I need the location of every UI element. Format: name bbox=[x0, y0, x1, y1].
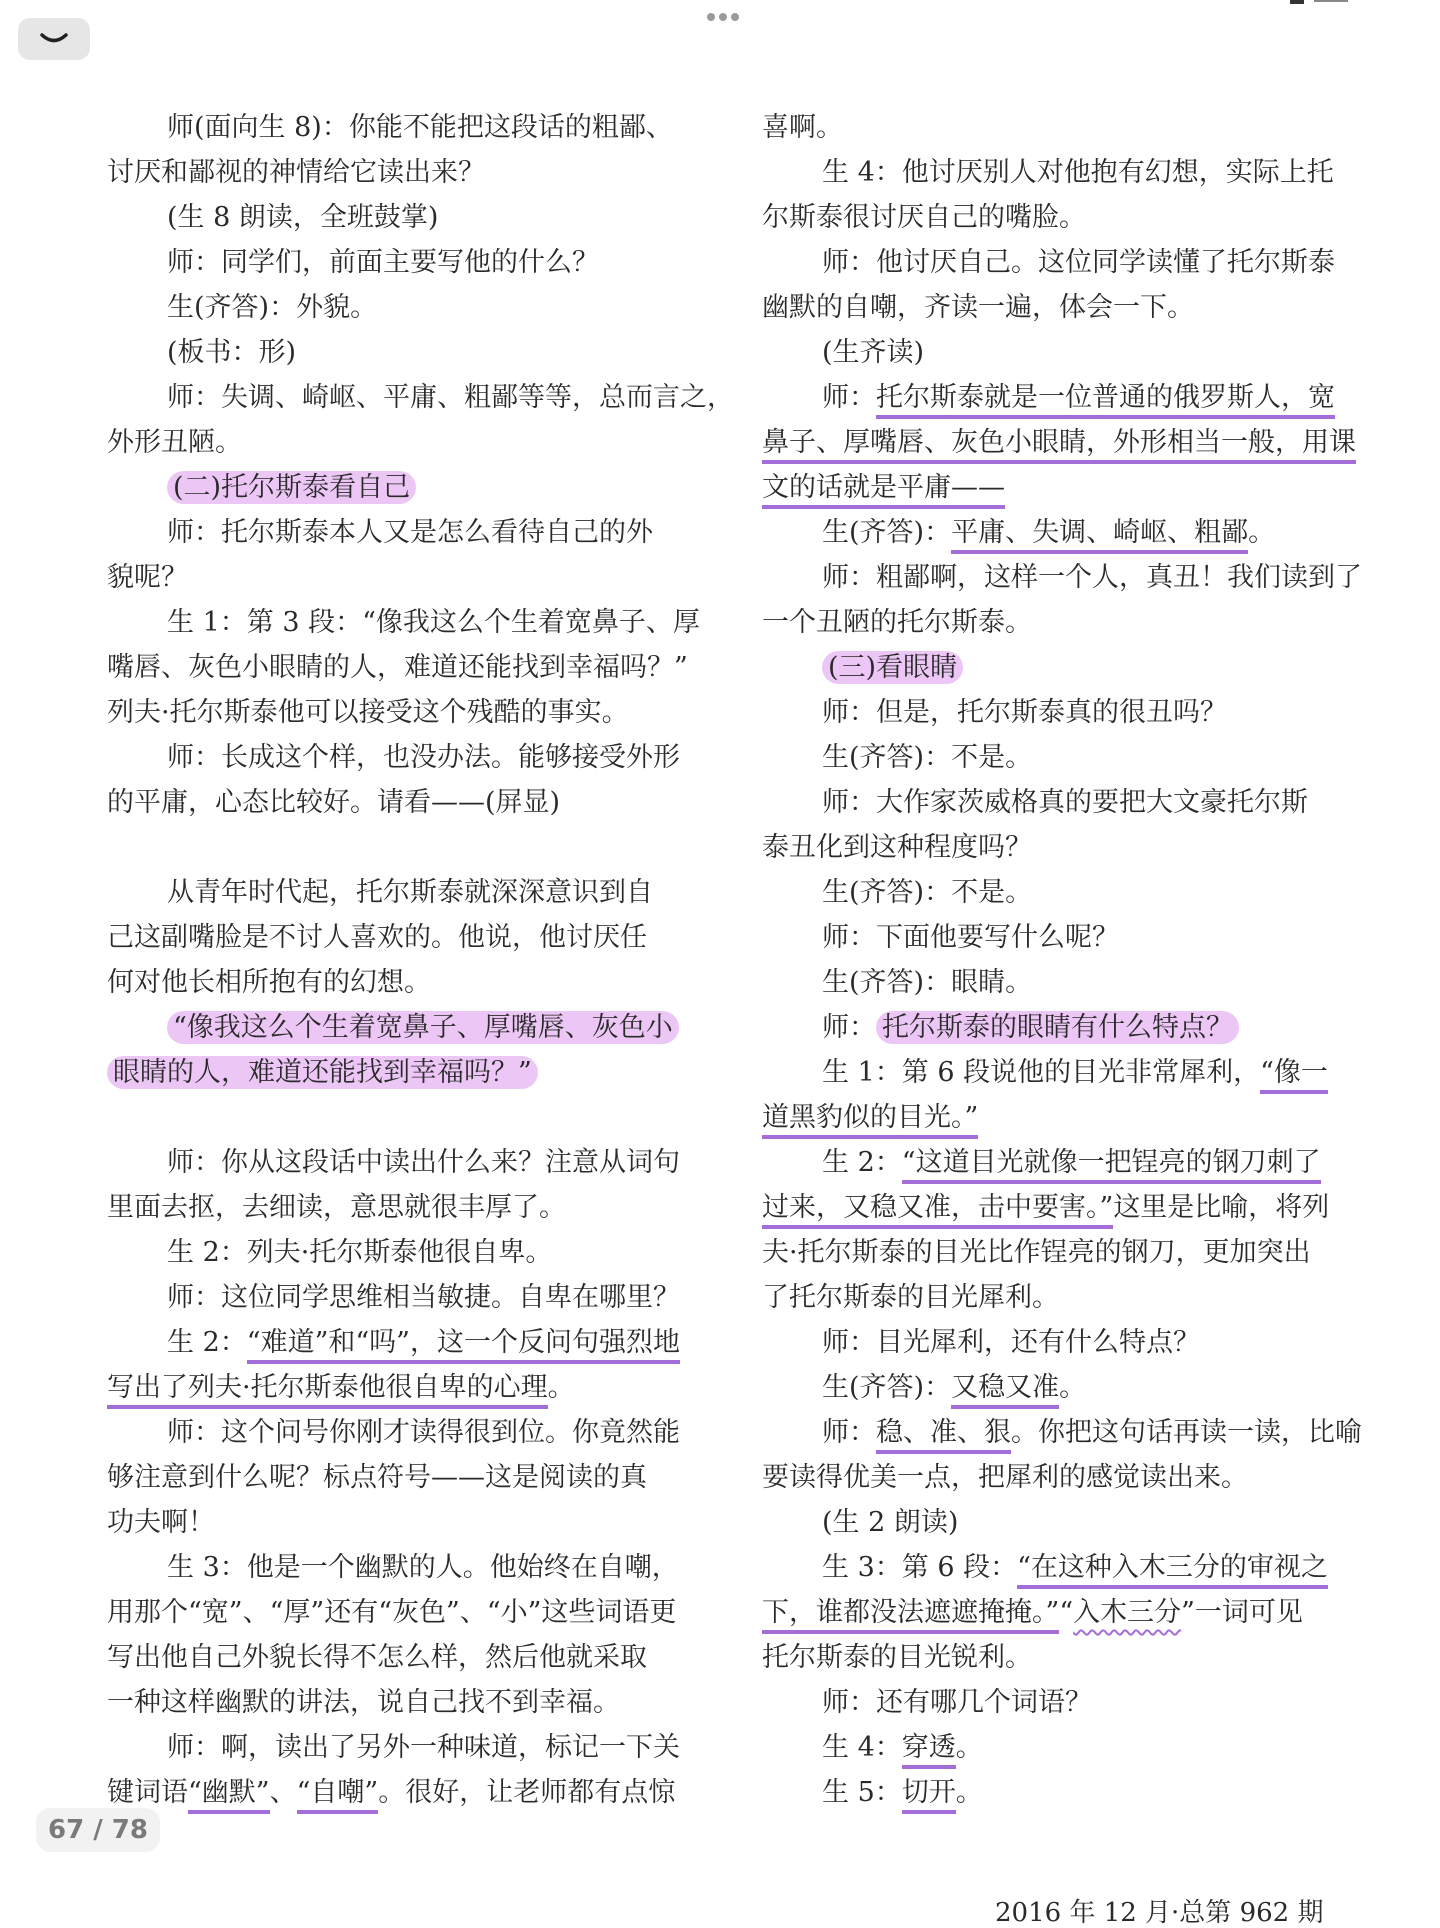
text-line: 一个丑陋的托尔斯泰。 bbox=[762, 607, 1032, 638]
underline: “这道目光就像一把锃亮的钢刀刺了 bbox=[902, 1147, 1321, 1184]
text-line bbox=[107, 1770, 701, 1815]
text-line: 喜啊。 bbox=[762, 112, 843, 143]
section-heading bbox=[762, 645, 1356, 690]
text-line: 师：大作家茨威格真的要把大文豪托尔斯 bbox=[822, 787, 1308, 818]
underline: 稳、准、狠 bbox=[876, 1417, 1011, 1454]
text-span: 生 5： bbox=[822, 1777, 902, 1808]
collapse-button[interactable] bbox=[18, 18, 90, 60]
text-line: 师：这个问号你刚才读得很到位。你竟然能 bbox=[167, 1417, 680, 1448]
text-span: 生 2： bbox=[167, 1327, 247, 1358]
right-column bbox=[762, 105, 1362, 1815]
text-line bbox=[762, 1590, 1356, 1635]
text-line: 师：你从这段话中读出什么来？注意从词句 bbox=[167, 1147, 680, 1178]
underline: 又稳又准 bbox=[951, 1372, 1059, 1409]
text-line bbox=[762, 1095, 1356, 1140]
text-line: 师：失调、崎岖、平庸、粗鄙等等，总而言之， bbox=[167, 382, 734, 413]
text-line: 师：目光犀利，还有什么特点？ bbox=[822, 1327, 1200, 1358]
underline: 托尔斯泰就是一位普通的俄罗斯人，宽 bbox=[876, 382, 1335, 419]
highlight: “像我这么个生着宽鼻子、厚嘴唇、灰色小 bbox=[167, 1011, 679, 1044]
underline: 道黑豹似的目光。” bbox=[762, 1102, 978, 1139]
text-span: 生 3：第 6 段： bbox=[822, 1552, 1018, 1583]
underline: “难道”和“吗”，这一个反问句强烈地 bbox=[247, 1327, 680, 1364]
text-line: 讨厌和鄙视的神情给它读出来？ bbox=[107, 157, 485, 188]
highlight: (二)托尔斯泰看自己 bbox=[167, 471, 416, 504]
quote-line bbox=[107, 1005, 701, 1050]
spacer bbox=[107, 1095, 701, 1140]
text-line: 功夫啊！ bbox=[107, 1507, 215, 1538]
text-span: 生 1：第 6 段说他的目光非常犀利， bbox=[822, 1057, 1261, 1088]
text-line: 尔斯泰很讨厌自己的嘴脸。 bbox=[762, 202, 1086, 233]
text-line bbox=[762, 375, 1356, 420]
text-line: 师：同学们，前面主要写他的什么？ bbox=[167, 247, 599, 278]
text-line: 的平庸，心态比较好。请看——(屏显) bbox=[107, 787, 561, 818]
text-line: 写出他自己外貌长得不怎么样，然后他就采取 bbox=[107, 1642, 647, 1673]
wavy-underline: 入木三分 bbox=[1073, 1597, 1182, 1628]
text-span: 。很好，让老师都有点惊 bbox=[378, 1777, 676, 1808]
text-line: (生齐读) bbox=[822, 337, 925, 368]
section-heading bbox=[107, 465, 701, 510]
text-line: 师：下面他要写什么呢？ bbox=[822, 922, 1119, 953]
text-line bbox=[762, 1050, 1356, 1095]
highlight: 眼睛的人，难道还能找到幸福吗？” bbox=[107, 1056, 538, 1089]
text-line: 师：他讨厌自己。这位同学读懂了托尔斯泰 bbox=[822, 247, 1335, 278]
text-line: 师：还有哪几个词语？ bbox=[822, 1687, 1092, 1718]
text-line: 生(齐答)：眼睛。 bbox=[822, 967, 1033, 998]
text-line: 生 4：穿透。 bbox=[762, 1725, 1356, 1770]
page-indicator: 67 / 78 bbox=[36, 1808, 160, 1852]
text-line: 泰丑化到这种程度吗？ bbox=[762, 832, 1032, 863]
text-line: 用那个“宽”、“厚”还有“灰色”、“小”这些词语更 bbox=[107, 1597, 677, 1628]
underline: 鼻子、厚嘴唇、灰色小眼睛，外形相当一般，用课 bbox=[762, 427, 1356, 464]
text-line: 生(齐答)：不是。 bbox=[822, 742, 1033, 773]
text-line bbox=[762, 1140, 1356, 1185]
text-line: 够注意到什么呢？标点符号——这是阅读的真 bbox=[107, 1462, 647, 1493]
text-line: 嘴唇、灰色小眼睛的人，难道还能找到幸福吗？” bbox=[107, 652, 688, 683]
text-line: 夫·托尔斯泰的目光比作锃亮的钢刀，更加突出 bbox=[762, 1237, 1311, 1268]
text-line: 师(面向生 8)：你能不能把这段话的粗鄙、 bbox=[167, 112, 673, 143]
text-line: 幽默的自嘲，齐读一遍，体会一下。 bbox=[762, 292, 1194, 323]
more-dots-icon[interactable] bbox=[706, 12, 740, 22]
text-line bbox=[762, 1185, 1356, 1230]
text-line bbox=[762, 420, 1356, 465]
text-line: 生 2：列夫·托尔斯泰他很自卑。 bbox=[167, 1237, 553, 1268]
text-line: (生 8 朗读，全班鼓掌) bbox=[167, 202, 439, 233]
underline: 切开 bbox=[902, 1777, 956, 1814]
highlight: 托尔斯泰的眼睛有什么特点？ bbox=[876, 1011, 1239, 1044]
text-span: ”一词可见 bbox=[1181, 1597, 1303, 1628]
underline: “幽默” bbox=[188, 1777, 270, 1814]
text-span: 生 4： bbox=[822, 1732, 902, 1763]
text-span: 这里是比喻，将列 bbox=[1113, 1192, 1330, 1223]
text-line: 生 4：他讨厌别人对他抱有幻想，实际上托 bbox=[822, 157, 1334, 188]
text-span: 师： bbox=[822, 382, 876, 413]
text-line: 生(齐答)：外貌。 bbox=[167, 292, 378, 323]
text-line: 生 3：他是一个幽默的人。他始终在自嘲， bbox=[167, 1552, 679, 1583]
text-span: 生 2： bbox=[822, 1147, 902, 1178]
text-line: 师： 托尔斯泰的眼睛有什么特点？ bbox=[762, 1005, 1356, 1050]
text-line bbox=[107, 1365, 701, 1410]
text-span: 。 bbox=[1248, 517, 1276, 548]
text-line: 师：粗鄙啊，这样一个人，真丑！我们读到了 bbox=[822, 562, 1362, 593]
underline: 平庸、失调、崎岖、粗鄙 bbox=[951, 517, 1248, 554]
text-line bbox=[762, 1545, 1356, 1590]
underline: “在这种入木三分的审视之 bbox=[1017, 1552, 1328, 1589]
text-span: 键词语 bbox=[107, 1777, 188, 1808]
left-column bbox=[107, 105, 734, 1815]
footer-issue: 2016 年 12 月·总第 962 期 bbox=[995, 1898, 1324, 1928]
text-line: 一种这样幽默的讲法，说自己找不到幸福。 bbox=[107, 1687, 620, 1718]
text-line bbox=[762, 510, 1356, 555]
text-line: 列夫·托尔斯泰他可以接受这个残酷的事实。 bbox=[107, 697, 629, 728]
underline: 穿透 bbox=[902, 1732, 956, 1769]
text-line: 师：这位同学思维相当敏捷。自卑在哪里？ bbox=[167, 1282, 680, 1313]
text-line: 了托尔斯泰的目光犀利。 bbox=[762, 1282, 1059, 1313]
text-line: 貌呢？ bbox=[107, 562, 188, 593]
text-span: 。 bbox=[547, 1372, 575, 1403]
underline: 过来，又稳又准，击中要害。” bbox=[762, 1192, 1113, 1229]
underline: “像一 bbox=[1260, 1057, 1328, 1094]
underline: 下，谁都没法遮遮掩掩。” bbox=[762, 1597, 1059, 1634]
text-span: 、 bbox=[269, 1777, 297, 1808]
page-header-mark bbox=[1290, 0, 1350, 4]
text-line: (生 2 朗读) bbox=[822, 1507, 959, 1538]
text-line: 里面去抠，去细读，意思就很丰厚了。 bbox=[107, 1192, 566, 1223]
underline: “自嘲” bbox=[297, 1777, 379, 1814]
text-line: 要读得优美一点，把犀利的感觉读出来。 bbox=[762, 1462, 1248, 1493]
text-line: (板书：形) bbox=[167, 337, 297, 368]
text-line bbox=[762, 465, 1356, 510]
highlight: (三)看眼睛 bbox=[822, 651, 963, 684]
text-line: 生(齐答)：又稳又准。 bbox=[762, 1365, 1356, 1410]
text-span: 生(齐答)： bbox=[822, 517, 952, 548]
text-line: 生(齐答)：不是。 bbox=[822, 877, 1033, 908]
text-line: 托尔斯泰的目光锐利。 bbox=[762, 1642, 1032, 1673]
spacer bbox=[107, 825, 701, 870]
quote-line: 何对他长相所抱有的幻想。 bbox=[107, 967, 431, 998]
text-line: 师：长成这个样，也没办法。能够接受外形 bbox=[167, 742, 680, 773]
text-line: 生 5：切开。 bbox=[762, 1770, 1356, 1815]
text-line: 外形丑陋。 bbox=[107, 427, 242, 458]
quote-line bbox=[107, 1050, 701, 1095]
text-line: 生 1：第 3 段：“像我这么个生着宽鼻子、厚 bbox=[167, 607, 700, 638]
underline: 写出了列夫·托尔斯泰他很自卑的心理 bbox=[107, 1372, 548, 1409]
text-line: 师：啊，读出了另外一种味道，标记一下关 bbox=[167, 1732, 680, 1763]
quote-line: 己这副嘴脸是不讨人喜欢的。他说，他讨厌任 bbox=[107, 922, 647, 953]
text-span: 。你把这句话再读一读，比喻 bbox=[1011, 1417, 1362, 1448]
text-line bbox=[107, 1320, 701, 1365]
text-line: 师：但是，托尔斯泰真的很丑吗？ bbox=[822, 697, 1227, 728]
underline: 文的话就是平庸—— bbox=[762, 472, 1005, 509]
text-span: “ bbox=[1059, 1597, 1074, 1628]
text-line: 师：稳、准、狠。你把这句话再读一读，比喻 bbox=[762, 1410, 1356, 1455]
chevron-down-icon bbox=[40, 32, 68, 46]
text-line: 师：托尔斯泰本人又是怎么看待自己的外 bbox=[167, 517, 653, 548]
quote-line: 从青年时代起，托尔斯泰就深深意识到自 bbox=[167, 877, 653, 908]
